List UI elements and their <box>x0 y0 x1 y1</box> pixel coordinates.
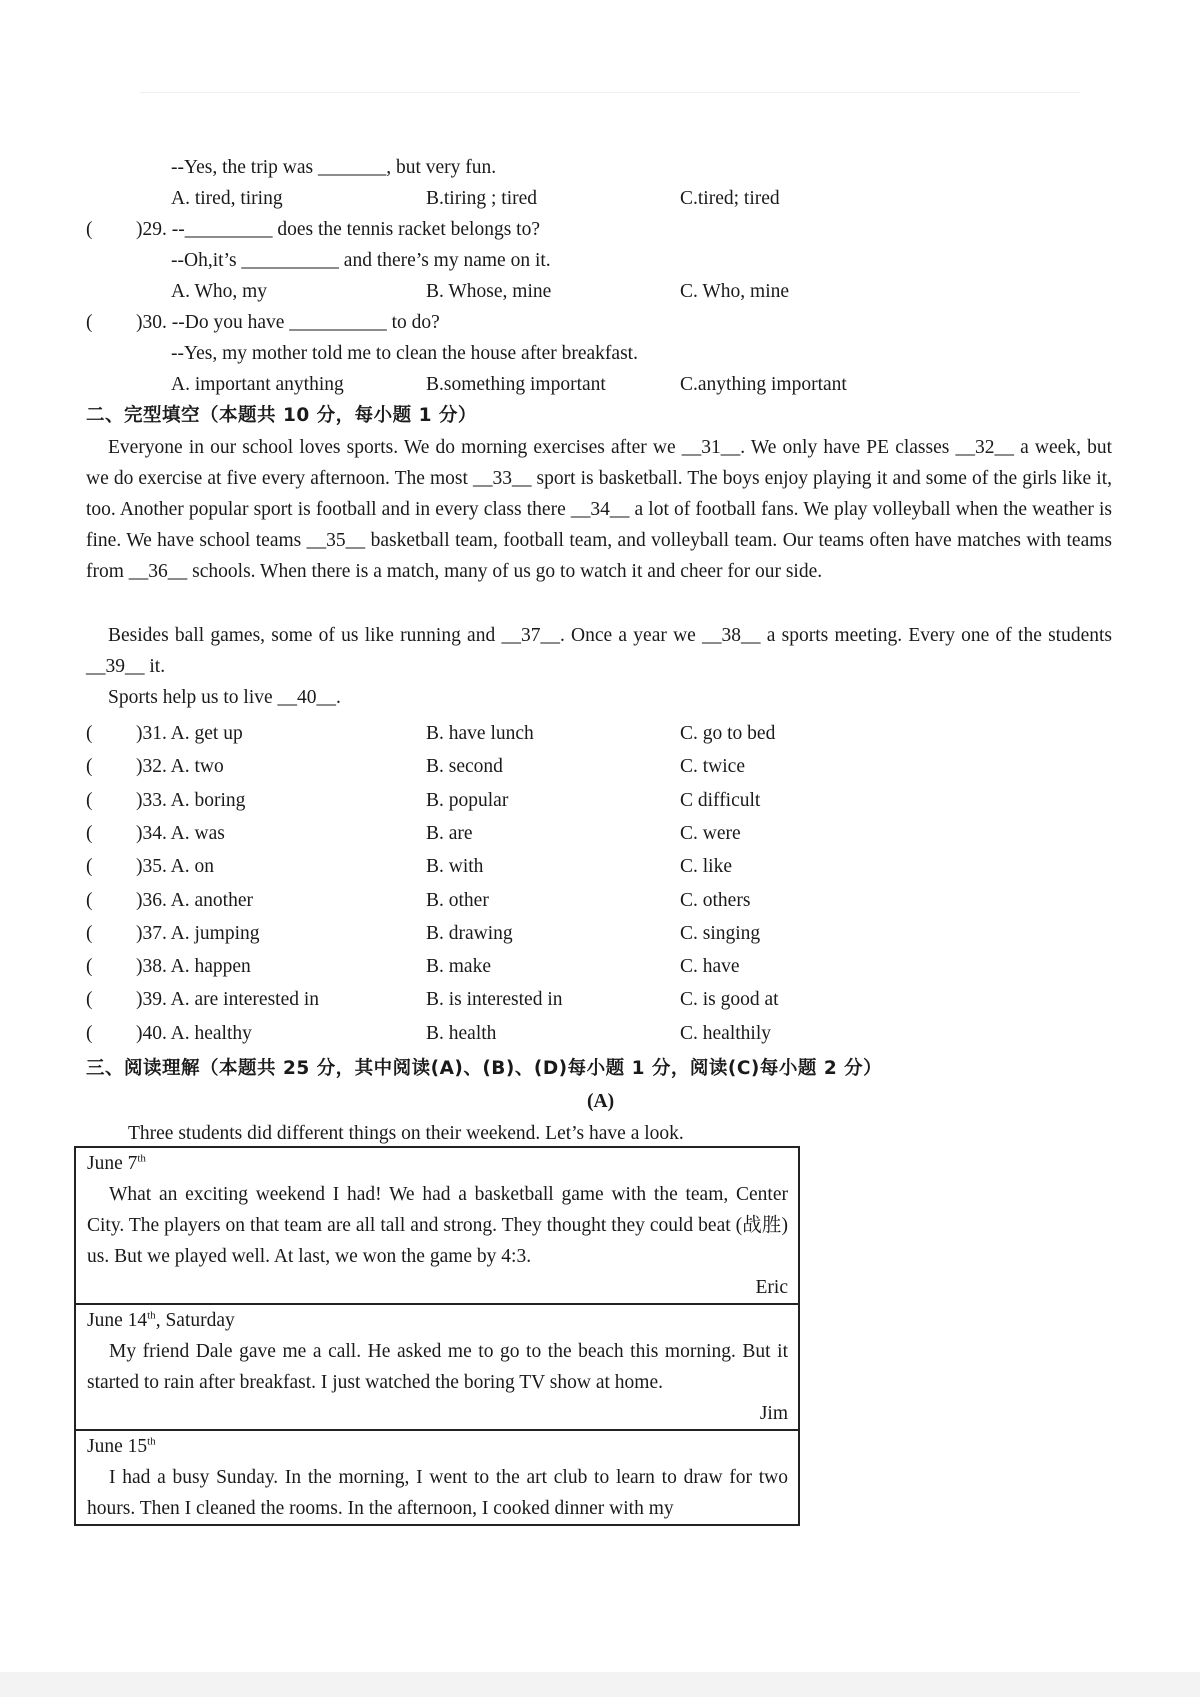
cloze-option-a: )38. A. happen <box>136 956 251 977</box>
diary-body <box>87 1462 788 1524</box>
cloze-option-c: C. were <box>680 823 741 844</box>
cloze-option-a: )34. A. was <box>136 823 225 844</box>
diary-date-suffix: th <box>137 1152 146 1165</box>
cloze-paragraph-3 <box>86 682 1112 713</box>
q30-answer-paren[interactable]: ( <box>86 312 93 333</box>
cloze-option-a: )35. A. on <box>136 856 214 877</box>
q30-option-b: B.something important <box>426 374 606 395</box>
cloze-option-b: B. with <box>426 856 484 877</box>
cloze-option-b: B. have lunch <box>426 723 534 744</box>
cloze-option-c: C. healthily <box>680 1023 771 1044</box>
diary-entry <box>76 1148 798 1305</box>
section3-heading: 三、阅读理解（本题共 25 分，其中阅读(A)、(B)、(D)每小题 1 分，阅读(C)每小题 2 分） <box>86 1058 883 1079</box>
q29-question: )29. --_________ does the tennis racket belongs to? <box>136 219 540 240</box>
cloze-option-c: C. have <box>680 956 740 977</box>
cloze-option-b: B. are <box>426 823 473 844</box>
diary-entry <box>76 1431 798 1524</box>
cloze-paragraph-1 <box>86 432 1112 587</box>
diary-body-text: What an exciting weekend I had! We had a basketball game with the team, Center City. The players on that team are all tall and strong. They thought they could beat (战胜) us. But we played well. At last, we won the game by 4:3. <box>87 1184 788 1267</box>
cloze-option-a: )37. A. jumping <box>136 923 260 944</box>
diary-date-text: June 7 <box>87 1153 138 1174</box>
cloze-option-b: B. popular <box>426 790 509 811</box>
cloze-paragraph-2 <box>86 620 1112 682</box>
cloze-answer-paren[interactable]: ( <box>86 890 93 911</box>
diary-table <box>74 1146 800 1526</box>
diary-date-text: June 14 <box>87 1310 148 1331</box>
cloze-option-c: C. like <box>680 856 732 877</box>
q29-option-a: A. Who, my <box>171 281 268 302</box>
diary-signature: Jim <box>759 1403 788 1424</box>
diary-date-suffix: th <box>147 1435 156 1448</box>
cloze-option-b: B. make <box>426 956 491 977</box>
q30-reply: --Yes, my mother told me to clean the house after breakfast. <box>171 343 638 364</box>
cloze-answer-paren[interactable]: ( <box>86 823 93 844</box>
cloze-option-c: C. twice <box>680 756 745 777</box>
q30-option-a: A. important anything <box>171 374 344 395</box>
cloze-option-a: )36. A. another <box>136 890 253 911</box>
section2-heading: 二、完型填空（本题共 10 分，每小题 1 分） <box>86 405 477 426</box>
reading-part-label: (A) <box>587 1091 615 1112</box>
q28-option-c: C.tired; tired <box>680 188 780 209</box>
header-rule <box>140 92 1080 93</box>
cloze-paragraph-3-text: Sports help us to live __40__. <box>108 687 341 708</box>
reading-intro: Three students did different things on their weekend. Let’s have a look. <box>128 1123 684 1144</box>
cloze-answer-paren[interactable]: ( <box>86 989 93 1010</box>
diary-date-text: June 15 <box>87 1436 148 1457</box>
diary-body-text: My friend Dale gave me a call. He asked me to go to the beach this morning. But it started to rain after breakfast. I just watched the boring TV show at home. <box>87 1341 788 1393</box>
diary-date <box>87 1148 788 1179</box>
cloze-option-c: C. is good at <box>680 989 779 1010</box>
cloze-option-c: C difficult <box>680 790 761 811</box>
diary-date-extra: , Saturday <box>155 1310 235 1331</box>
q30-question: )30. --Do you have __________ to do? <box>136 312 440 333</box>
cloze-option-a: )39. A. are interested in <box>136 989 320 1010</box>
q30-option-c: C.anything important <box>680 374 847 395</box>
cloze-answer-paren[interactable]: ( <box>86 923 93 944</box>
q28-option-b: B.tiring ; tired <box>426 188 538 209</box>
cloze-option-a: )33. A. boring <box>136 790 246 811</box>
page-bottom-shade <box>0 1672 1200 1697</box>
q29-option-c: C. Who, mine <box>680 281 790 302</box>
cloze-option-c: C. singing <box>680 923 761 944</box>
q29-answer-paren[interactable]: ( <box>86 219 93 240</box>
cloze-answer-paren[interactable]: ( <box>86 790 93 811</box>
diary-signature: Eric <box>755 1277 788 1298</box>
cloze-paragraph-1-text: Everyone in our school loves sports. We do morning exercises after we __31__. We only have PE classes __32__ a week, but we do exercise at five every afternoon. The most __33__ sport is basketball. The boys enjoy playing it and some of the girls like it, too. Another popular sport is football and in every class there __34__ a lot of football fans. We play volleyball when the weather is fine. We have school teams __35__ basketball team, football team, and volleyball team. Our teams often have matches with teams from __36__ schools. When there is a match, many of us go to watch it and cheer for our side. <box>86 437 1112 582</box>
cloze-option-b: B. second <box>426 756 503 777</box>
cloze-option-b: B. is interested in <box>426 989 563 1010</box>
cloze-answer-paren[interactable]: ( <box>86 723 93 744</box>
q28-option-a: A. tired, tiring <box>171 188 283 209</box>
cloze-option-a: )40. A. healthy <box>136 1023 252 1044</box>
diary-date <box>87 1431 788 1462</box>
q28-answer-line: --Yes, the trip was _______, but very fun. <box>171 157 497 178</box>
q29-option-b: B. Whose, mine <box>426 281 552 302</box>
cloze-answer-paren[interactable]: ( <box>86 956 93 977</box>
diary-body-text: I had a busy Sunday. In the morning, I went to the art club to learn to draw for two hours. Then I cleaned the rooms. In the afternoon, I cooked dinner with my <box>87 1467 788 1519</box>
cloze-option-a: )31. A. get up <box>136 723 243 744</box>
diary-body <box>87 1336 788 1398</box>
cloze-option-b: B. drawing <box>426 923 513 944</box>
diary-date <box>87 1305 788 1336</box>
q29-reply: --Oh,it’s __________ and there’s my name on it. <box>171 250 551 271</box>
cloze-option-c: C. go to bed <box>680 723 776 744</box>
diary-date-suffix: th <box>147 1309 156 1322</box>
diary-entry <box>76 1305 798 1431</box>
cloze-answer-paren[interactable]: ( <box>86 1023 93 1044</box>
cloze-option-b: B. health <box>426 1023 497 1044</box>
cloze-paragraph-2-text: Besides ball games, some of us like running and __37__. Once a year we __38__ a sports meeting. Every one of the students __39__ it. <box>86 625 1112 677</box>
cloze-option-b: B. other <box>426 890 489 911</box>
cloze-option-a: )32. A. two <box>136 756 224 777</box>
cloze-answer-paren[interactable]: ( <box>86 756 93 777</box>
cloze-option-c: C. others <box>680 890 751 911</box>
cloze-answer-paren[interactable]: ( <box>86 856 93 877</box>
diary-body <box>87 1179 788 1272</box>
